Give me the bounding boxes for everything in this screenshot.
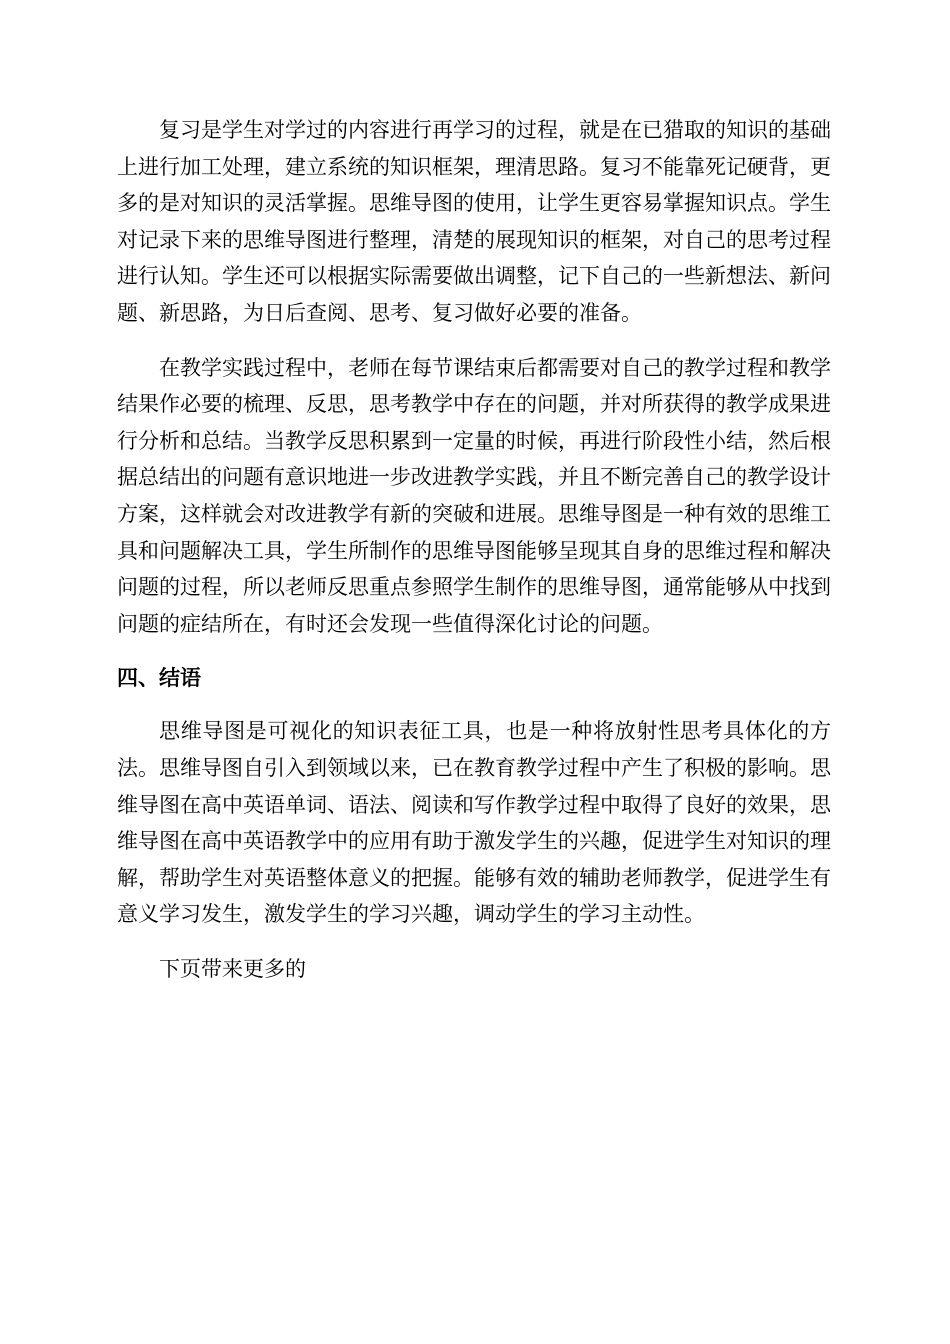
paragraph-next-page: 下页带来更多的 <box>159 956 306 981</box>
section-heading-conclusion: 四、结语 <box>117 666 201 691</box>
paragraph-teaching-reflection: 在教学实践过程中，老师在每节课结束后都需要对自己的教学过程和教学结果作必要的梳理、反思，思考教学中存在的问题，并对所获得的教学成果进行分析和总结。当教学反思积累到一定量的时候，再进行阶段性小结，然后根据总结出的问题有意识地进一步改进教学实践，并且不断完善自己的教学设计方案，这样就会对改进教学有新的突破和进展。思维导图是一种有效的思维工具和问题解决工具，学生所制作的思维导图能够呈现其自身的思维过程和解决问题的过程，所以老师反思重点参照学生制作的思维导图，通常能够从中找到问题的症结所在，有时还会发现一些值得深化讨论的问题。 <box>117 355 831 636</box>
paragraph-conclusion: 思维导图是可视化的知识表征工具，也是一种将放射性思考具体化的方法。思维导图自引入到领域以来，已在教育教学过程中产生了积极的影响。思维导图在高中英语单词、语法、阅读和写作教学过程中取得了良好的效果，思维导图在高中英语教学中的应用有助于激发学生的兴趣，促进学生对知识的理解，帮助学生对英语整体意义的把握。能够有效的辅助老师教学，促进学生有意义学习发生，激发学生的学习兴趣，调动学生的学习主动性。 <box>117 719 831 927</box>
document-body <box>117 112 831 1005</box>
paragraph-review: 复习是学生对学过的内容进行再学习的过程，就是在已猎取的知识的基础上进行加工处理，建立系统的知识框架，理清思路。复习不能靠死记硬背，更多的是对知识的灵活掌握。思维导图的使用，让学生更容易掌握知识点。学生对记录下来的思维导图进行整理，清楚的展现知识的框架，对自己的思考过程进行认知。学生还可以根据实际需要做出调整，记下自己的一些新想法、新问题、新思路，为日后查阅、思考、复习做好必要的准备。 <box>117 118 831 325</box>
